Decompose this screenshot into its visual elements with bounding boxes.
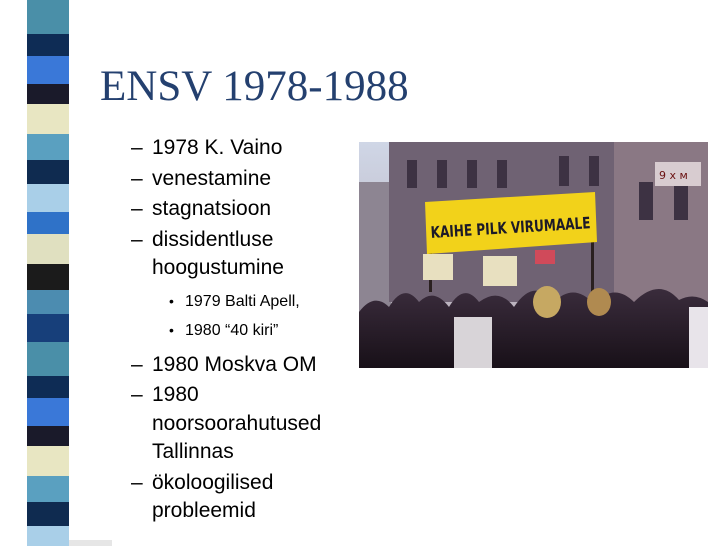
sub-bullet-item [152, 287, 361, 316]
bullet-item [131, 165, 361, 194]
dash-marker: – [131, 470, 143, 494]
photo-person [533, 286, 561, 318]
stripe-segment [27, 342, 69, 376]
dash-marker: – [131, 227, 143, 251]
bullet-list [131, 134, 361, 528]
stripe-segment [27, 398, 69, 426]
stripe-segment [27, 104, 69, 134]
slide-title: ENSV 1978-1988 [100, 63, 409, 110]
dash-marker: – [131, 352, 143, 376]
stripe-segment [27, 34, 69, 56]
stripe-segment [27, 184, 69, 212]
stripe-notch [69, 540, 112, 546]
stripe-segment [27, 476, 69, 502]
photo-banner-text: KAIHE PILK VIRUMAALE [430, 210, 643, 242]
stripe-segment [27, 0, 69, 34]
bullet-text: stagnatsioon [152, 197, 272, 220]
photo-flag [535, 250, 555, 264]
bullet-item [131, 134, 361, 163]
stripe-segment [27, 160, 69, 184]
stripe-segment [27, 502, 69, 526]
dash-marker: – [131, 383, 143, 406]
photo-placard [483, 256, 517, 286]
bullet-item [131, 469, 361, 526]
stripe-segment [27, 84, 69, 104]
bullet-text: ökoloogilised probleemid [152, 470, 274, 522]
bullet-text: 1978 K. Vaino [152, 136, 283, 159]
photo-person [689, 307, 708, 368]
stripe-segment [27, 212, 69, 234]
sub-bullet-text: 1980 “40 kiri” [185, 321, 279, 339]
decorative-side-stripe [27, 0, 69, 546]
dash-marker: – [131, 166, 143, 190]
sub-bullet-item [152, 316, 361, 345]
stripe-segment [27, 526, 69, 546]
photo-sign-text: 9 x м [659, 169, 688, 182]
stripe-segment [27, 56, 69, 84]
photo-placard [423, 254, 453, 280]
bullet-item [131, 381, 361, 467]
bullet-text: 1980 Moskva OM [152, 352, 317, 376]
bullet-text: 1980 noorsoorahutused Tallinnas [152, 383, 322, 463]
dash-marker: – [131, 136, 143, 159]
photo-person [454, 317, 492, 368]
bullet-item [131, 351, 361, 380]
stripe-segment [27, 264, 69, 290]
stripe-segment [27, 314, 69, 342]
photo-person [587, 288, 611, 316]
stripe-segment [27, 290, 69, 314]
stripe-segment [27, 426, 69, 446]
stripe-segment [27, 234, 69, 264]
bullet-text: venestamine [152, 166, 272, 190]
dash-marker: – [131, 197, 143, 220]
photo-building-left [359, 182, 391, 312]
stripe-segment [27, 376, 69, 398]
sub-bullet-text: 1979 Balti Apell, [185, 292, 300, 310]
bullet-item [131, 195, 361, 224]
bullet-item [131, 226, 361, 345]
dot-marker: • [169, 292, 174, 309]
protest-photo [359, 142, 708, 368]
bullet-text: dissidentluse hoogustumine [152, 227, 284, 279]
dot-marker: • [169, 321, 174, 338]
sub-bullet-list [152, 287, 361, 345]
stripe-segment [27, 446, 69, 476]
stripe-segment [27, 134, 69, 160]
